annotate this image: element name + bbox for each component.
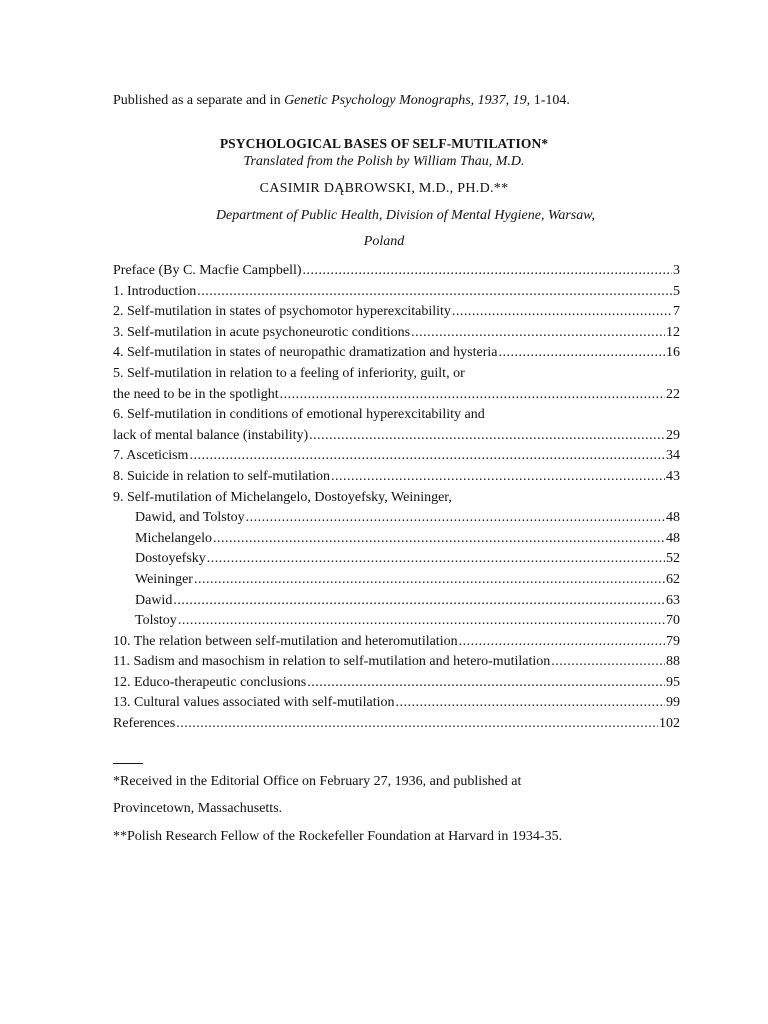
toc-entry bbox=[113, 714, 680, 735]
toc-dot-leader bbox=[194, 570, 665, 591]
toc-dot-leader bbox=[499, 343, 665, 364]
toc-entry-label: 7. Asceticism bbox=[113, 448, 189, 464]
toc-dot-leader bbox=[411, 323, 665, 344]
toc-entry-page: 70 bbox=[666, 613, 680, 629]
toc-entry-label: Dostoyefsky bbox=[135, 551, 206, 567]
toc-entry bbox=[113, 508, 680, 529]
toc-dot-leader bbox=[331, 467, 665, 488]
toc-dot-leader bbox=[173, 591, 665, 612]
toc-entry bbox=[113, 488, 680, 509]
toc-entry-page: 5 bbox=[673, 283, 680, 299]
toc-dot-leader bbox=[207, 549, 665, 570]
toc-entry-page: 34 bbox=[666, 448, 680, 464]
toc-entry-page: 16 bbox=[666, 345, 680, 361]
toc-entry-label: 4. Self-mutilation in states of neuropathic dramatization and hysteria bbox=[113, 345, 498, 361]
toc-dot-leader bbox=[246, 508, 665, 529]
toc-entry-label: the need to be in the spotlight bbox=[113, 386, 279, 402]
toc-entry-label: 2. Self-mutilation in states of psychomotor hyperexcitability bbox=[113, 304, 451, 320]
toc-entry-page: 88 bbox=[666, 654, 680, 670]
toc-entry-label: Tolstoy bbox=[135, 613, 177, 629]
toc-entry-page: 7 bbox=[673, 304, 680, 320]
toc-entry-label: 3. Self-mutilation in acute psychoneurotic conditions bbox=[113, 324, 411, 340]
footnote-received: *Received in the Editorial Office on February 27, 1936, and published at bbox=[113, 774, 522, 789]
toc-entry-page: 95 bbox=[666, 674, 680, 690]
toc-dot-leader bbox=[189, 446, 665, 467]
toc-dot-leader bbox=[309, 426, 665, 447]
toc-entry bbox=[113, 282, 680, 303]
toc-dot-leader bbox=[307, 673, 665, 694]
toc-dot-leader bbox=[551, 652, 665, 673]
toc-entry-page: 3 bbox=[673, 263, 680, 278]
toc-entry-label: 12. Educo-therapeutic conclusions bbox=[113, 674, 307, 690]
footnote-fellow: **Polish Research Fellow of the Rockefeller Foundation at Harvard in 1934-35. bbox=[113, 829, 563, 844]
toc-entry bbox=[113, 611, 680, 632]
toc-entry bbox=[113, 549, 680, 570]
toc-entry bbox=[113, 426, 680, 447]
toc-entry-label: 8. Suicide in relation to self-mutilation bbox=[113, 468, 330, 484]
document-title: PSYCHOLOGICAL BASES OF SELF-MUTILATION* bbox=[219, 136, 549, 151]
toc-entry bbox=[113, 261, 680, 282]
department-line: Department of Public Health, Division of Mental Hygiene, Warsaw, bbox=[215, 208, 596, 223]
toc-entry-page: 48 bbox=[666, 510, 680, 526]
translator-line: Translated from the Polish by William Thau, M.D. bbox=[243, 154, 525, 169]
toc-entry bbox=[113, 405, 680, 426]
toc-entry bbox=[113, 632, 680, 653]
toc-entry bbox=[113, 364, 680, 385]
toc-entry-label: References bbox=[113, 716, 176, 732]
toc-entry-page: 99 bbox=[666, 695, 680, 711]
toc-entry-page: 52 bbox=[666, 551, 680, 567]
toc-entry bbox=[113, 302, 680, 323]
toc-entry-label: lack of mental balance (instability) bbox=[113, 427, 309, 443]
toc-entry-label: Michelangelo bbox=[135, 530, 212, 546]
toc-entry-page: 102 bbox=[659, 716, 680, 732]
toc-dot-leader bbox=[303, 261, 672, 282]
footnote-received-cont: Provincetown, Massachusetts. bbox=[113, 801, 283, 816]
toc-entry-label: 13. Cultural values associated with self-mutilation bbox=[113, 695, 395, 711]
toc-dot-leader bbox=[396, 693, 666, 714]
toc-dot-leader bbox=[280, 385, 665, 406]
toc-entry-label: Dawid, and Tolstoy bbox=[135, 510, 245, 526]
toc-entry bbox=[113, 693, 680, 714]
toc-entry bbox=[113, 529, 680, 550]
author-line: CASIMIR DĄBROWSKI, M.D., PH.D.** bbox=[259, 181, 509, 196]
toc-entry-label: Preface (By C. Macfie Campbell) bbox=[113, 263, 302, 278]
toc-entry bbox=[113, 570, 680, 591]
toc-entry bbox=[113, 591, 680, 612]
publication-pages: 1-104. bbox=[530, 93, 570, 108]
toc-entry bbox=[113, 673, 680, 694]
toc-entry-page: 43 bbox=[666, 468, 680, 484]
toc-entry-label: 6. Self-mutilation in conditions of emotional hyperexcitability and bbox=[113, 407, 485, 423]
toc-entry bbox=[113, 446, 680, 467]
toc-dot-leader bbox=[452, 302, 672, 323]
toc-entry-page: 63 bbox=[666, 592, 680, 608]
toc-entry-page: 22 bbox=[666, 386, 680, 402]
journal-citation: Genetic Psychology Monographs, 1937, 19, bbox=[284, 93, 531, 108]
footnote-rule bbox=[113, 763, 143, 764]
department-country: Poland bbox=[363, 234, 405, 249]
toc-entry bbox=[113, 652, 680, 673]
toc-entry bbox=[113, 467, 680, 488]
toc-entry-page: 12 bbox=[666, 324, 680, 340]
toc-entry-label: Weininger bbox=[135, 571, 193, 587]
table-of-contents bbox=[113, 261, 680, 735]
toc-entry-label: 1. Introduction bbox=[113, 283, 197, 299]
toc-entry-page: 29 bbox=[666, 427, 680, 443]
toc-entry-page: 48 bbox=[666, 530, 680, 546]
toc-entry-label: Dawid bbox=[135, 592, 173, 608]
publication-line bbox=[113, 93, 570, 109]
publication-prefix: Published as a separate and in bbox=[113, 93, 285, 108]
toc-entry-label: 11. Sadism and masochism in relation to self-mutilation and hetero-mutilation bbox=[113, 654, 551, 670]
toc-dot-leader bbox=[213, 529, 665, 550]
toc-entry-page: 79 bbox=[666, 633, 680, 649]
toc-entry-label: 10. The relation between self-mutilation and heteromutilation bbox=[113, 633, 458, 649]
toc-entry bbox=[113, 323, 680, 344]
toc-entry bbox=[113, 343, 680, 364]
toc-dot-leader bbox=[459, 632, 665, 653]
toc-entry-label: 9. Self-mutilation of Michelangelo, Dostoyefsky, Weininger, bbox=[113, 489, 452, 505]
toc-entry bbox=[113, 385, 680, 406]
toc-dot-leader bbox=[176, 714, 658, 735]
toc-entry-page: 62 bbox=[666, 571, 680, 587]
toc-dot-leader bbox=[178, 611, 665, 632]
toc-entry-label: 5. Self-mutilation in relation to a feeling of inferiority, guilt, or bbox=[113, 365, 465, 381]
toc-dot-leader bbox=[197, 282, 672, 303]
